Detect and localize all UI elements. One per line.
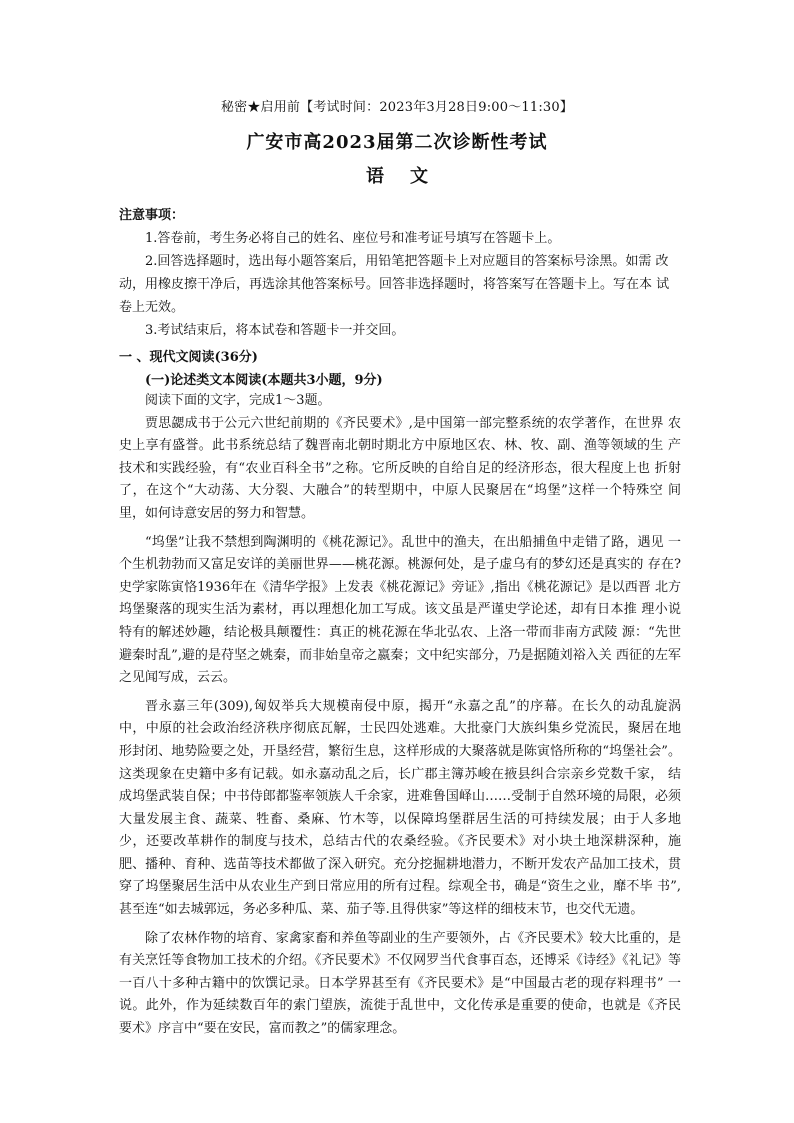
passage-paragraph: 贾思勰成书于公元六世纪前期的《齐民要术》,是中国第一部完整系统的农学著作，在世界 农史上享有盛誉。此书系统总结了魏晋南北朝时期北方中原地区农、林、牧、副、渔等领域的生 产技术和实践经验，有“农业百科全书”之称。它所反映的自给自足的经济形态，很大程度上也 折射了，在这个“大动荡、大分裂、大融合”的转型期中，中原人民聚居在“坞堡”这样一个特殊空 间里，如何诗意安居的努力和智慧。 xyxy=(119,415,681,521)
reading-passage xyxy=(119,390,681,1041)
subsection-heading: (一)论述类文本阅读(本题共3小题，9分) xyxy=(145,373,383,388)
note-item: 2.回答选择题时，选出每小题答案后，用铅笔把答题卡上对应题目的答案标号涂黑。如需 改动，用橡皮擦干净后，再选涂其他答案标号。回答非选择题时，将答案写在答题卡上。写在本 试卷上无效。 xyxy=(119,254,670,315)
passage-paragraph: “坞堡”让我不禁想到陶渊明的《桃花源记》。乱世中的渔夫，在出船捕鱼中走错了路，遇见 一个生机勃勃而又富足安详的美丽世界——桃花源。桃源何处，是子虚乌有的梦幻还是真实的 存在?史学家陈寅恪1936年在《清华学报》上发表《桃花源记》旁证》,指出《桃花源记》是以西晋 北方坞堡聚落的现实生活为素材，再以理想化加工写成。该文虽是严谨史学论述，却有日本推 理小说特有的解述妙趣，结论极具颠覆性：真正的桃花源在华北弘农、上洛一带而非南方武陵 源：“先世避秦时乱”,避的是苻坚之姚秦，而非始皇帝之嬴秦；文中纪实部分，乃是据随刘裕入关 西征的左军之见闻写成，云云。 xyxy=(119,534,681,686)
note-item: 3.考试结束后，将本试卷和答题卡一并交回。 xyxy=(145,323,405,338)
exam-title: 广安市高2023届第二次诊断性考试 xyxy=(246,132,548,153)
confidential-line: 秘密★启用前【考试时间：2023年3月28日9:00～11:30】 xyxy=(220,100,574,115)
reading-instruction: 阅读下面的文字，完成1～3题。 xyxy=(145,393,331,408)
note-item: 1.答卷前，考生务必将自己的姓名、座位号和准考证号填写在答题卡上。 xyxy=(145,231,561,246)
section-heading: 一 、现代文阅读(36分) xyxy=(119,350,258,365)
exam-notes xyxy=(119,204,681,342)
subject-title: 语文 xyxy=(366,166,454,187)
passage-paragraph: 晋永嘉三年(309),匈奴举兵大规模南侵中原，揭开“永嘉之乱”的序幕。在长久的动乱旋涡 中，中原的社会政治经济秩序彻底瓦解，士民四处逃难。大批豪门大族纠集乡党流民，聚居在地 形封闭、地势险要之处，开垦经营，繁衍生息，这样形成的大聚落就是陈寅恪所称的“坞堡社会”。 这类现象在史籍中多有记载。如永嘉动乱之后，长广郡主簿苏峻在掖县纠合宗亲乡党数千家， 结成坞堡武装自保；中书侍郎都鉴率领族人千余家，进难鲁国峄山……受制于自然环境的局限，必须大量发展主食、蔬菜、牲畜、桑麻、竹木等，以保障坞堡群居生活的可持续发展；由于人多地 少，还要改革耕作的制度与技术，总结古代的农桑经验。《齐民要术》对小块土地深耕深种，施 肥、播种、育种、选苗等技术都做了深入研究。充分挖掘耕地潜力，不断开发农产品加工技术，贯 穿了坞堡聚居生活中从农业生产到日常应用的所有过程。综观全书，确是“资生之业，靡不毕 书”,甚至连“如去城郭远，务必多种瓜、菜、茄子等.且得供家”等这样的细枝末节，也交代无遗。 xyxy=(119,698,681,918)
notes-heading: 注意事项： xyxy=(119,208,185,223)
passage-paragraph: 除了农林作物的培育、家禽家畜和养鱼等副业的生产要领外，占《齐民要术》较大比重的，是 有关烹饪等食物加工技术的介绍。《齐民要术》不仅网罗当代食事百态，还博采《诗经》《礼记》等 一百八十多种古籍中的饮馔记录。日本学界甚至有《齐民要术》是“中国最古老的现存料理书” 一说。此外，作为延续数百年的索门望族，流徙于乱世中，文化传承是重要的使命，也就是《齐民 要术》序言中“要在安民，富而教之”的儒家理念。 xyxy=(119,930,681,1037)
